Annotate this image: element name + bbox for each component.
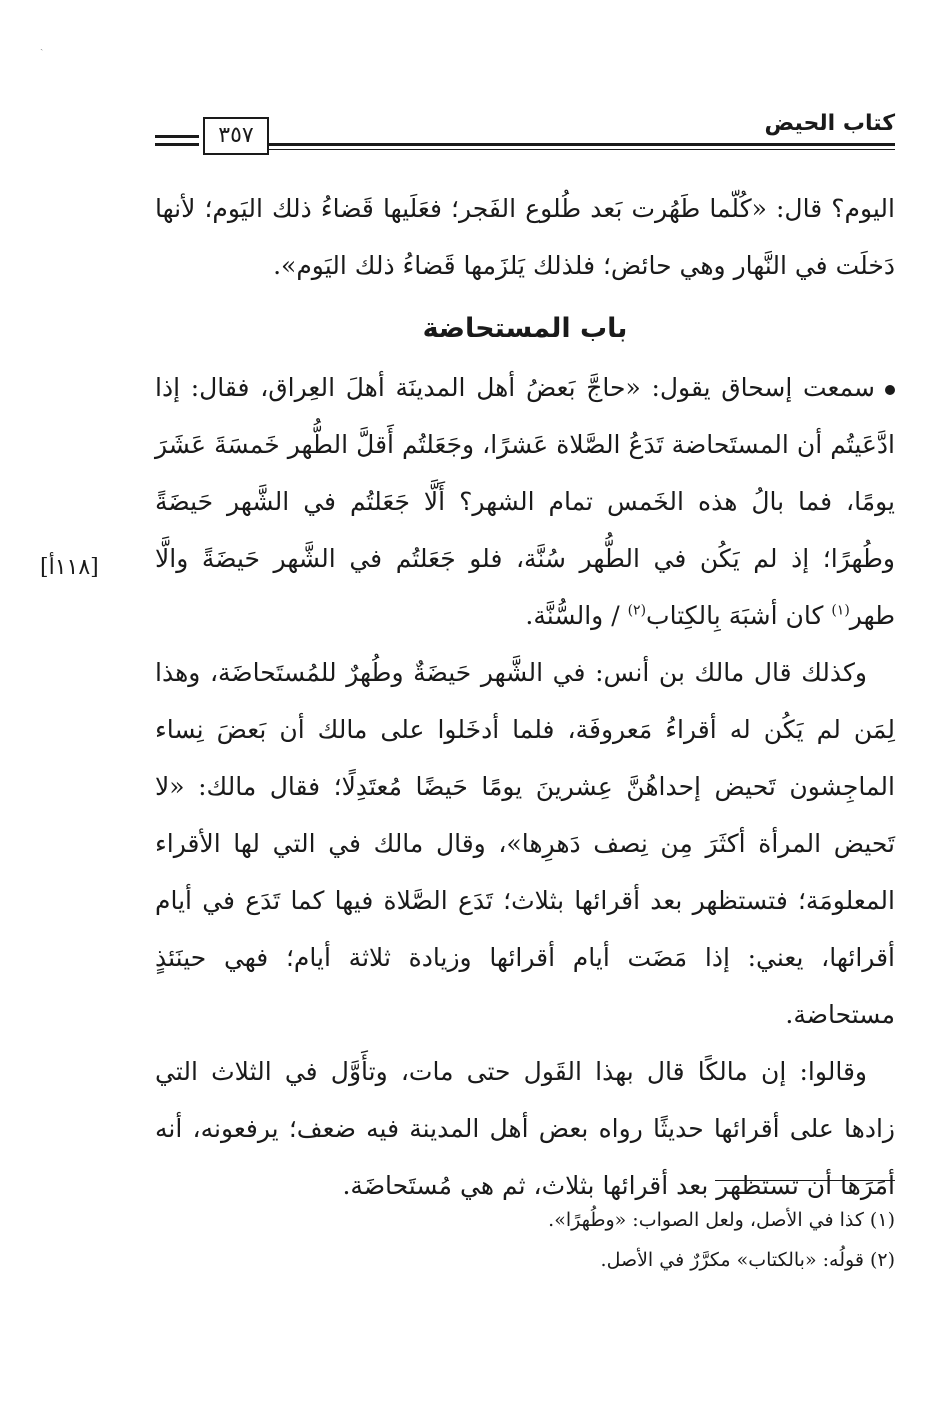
paragraph: وقالوا: إن مالكًا قال بهذا القَول حتى مات، وتأَوَّل في الثلاث التي زادها على أقرائها حديثًا رواه بعض أهل المدينة فيه ضعف؛ يرفعونه، أنه أمَرَها أن تستظهر بعد أقرائها بثلاث، ثم هي مُستَحاضَة. (155, 1057, 895, 1200)
footnotes (155, 1200, 895, 1280)
header-left-rule-marks (155, 135, 199, 151)
main-text (155, 180, 895, 1214)
footnote-ref: (١) (831, 602, 850, 619)
footnote-ref: (٢) (627, 602, 647, 619)
bullet-icon (885, 385, 895, 395)
scan-speck: ˏ (40, 40, 44, 51)
header-rule-thin (267, 149, 895, 150)
section-heading: باب المستحاضة (422, 313, 628, 344)
paragraph-text: سمعت إسحاق يقول: «حاجَّ بَعضُ أهل المدينَة أهلَ العِراق، فقال: إذا ادَّعَيتُم أن المستَحاضة تَدَعُ الصَّلاة عَشرًا، وجَعَلتُم أَقلَّ الطُّهر خَمسَةَ عَشَرَ يومًا، فما بالُ هذه الخَمس تمام الشهر؟ أَلَّا جَعَلتُم في الشَّهر حَيضَةً وطُهرًا؛ إذ لم يَكُن في الطُّهر سُنَّة، فلو جَعَلتُم في الشَّهر حَيضَةً والَّا طهر (155, 373, 895, 630)
page-header (155, 105, 895, 155)
footnote: (١) كذا في الأصل، ولعل الصواب: «وطُهرًا». (548, 1209, 895, 1231)
header-left-mark (155, 143, 199, 146)
margin-folio-note: [١١٨أ] (40, 555, 99, 580)
page-number: ٣٥٧ (203, 117, 269, 155)
chapter-title: كتاب الحيض (764, 111, 895, 136)
paragraph-continuation (155, 180, 895, 294)
paragraph-line: اليوم؟ قال: «كُلّما طَهُرت بَعد طُلوع الفَجر؛ فعَلَيها قَضاءُ ذلك اليَوم؛ لأنها دَخلَت (155, 194, 895, 280)
header-rule-thick (267, 143, 895, 146)
paragraph-line: في النَّهار وهي حائض؛ فلذلك يَلزَمها قَضاءُ ذلك اليَوم». (273, 251, 828, 280)
header-left-mark (155, 135, 199, 138)
paragraph (155, 359, 895, 644)
paragraph: وكذلك قال مالك بن أنس: في الشَّهر حَيضَةٌ وطُهرٌ للمُستَحاضَة، وهذا لِمَن لم يَكُن له أقراءُ مَعروفَة، فلما أدخَلوا على مالك أن بَعضَ نِساء الماجِشون تَحيض إحداهُنَّ عِشرينَ يومًا حَيضًا مُعتَدِلًا؛ فقال مالك: «لا تَحيض المرأة أكثَرَ مِن نِصف دَهرِها»، وقال مالك في التي لها الأقراء المعلومَة؛ فتستظهر بعد أقرائها بثلاث؛ تَدَع الصَّلاة فيها كما تَدَع في أيام أقرائها، يعني: إذا مَضَت أيام أقرائها وزيادة ثلاثة أيام؛ فهي حينَئذٍ مستحاضة. (155, 658, 895, 1029)
paragraph-text: كان أشبَهَ بِالكِتاب (646, 601, 832, 630)
paragraph-text: / والسُّنَّة. (525, 601, 628, 630)
footnote: (٢) قولُه: «بالكتاب» مكرَّرٌ في الأصل. (600, 1249, 895, 1271)
footnote-separator (715, 1180, 895, 1181)
